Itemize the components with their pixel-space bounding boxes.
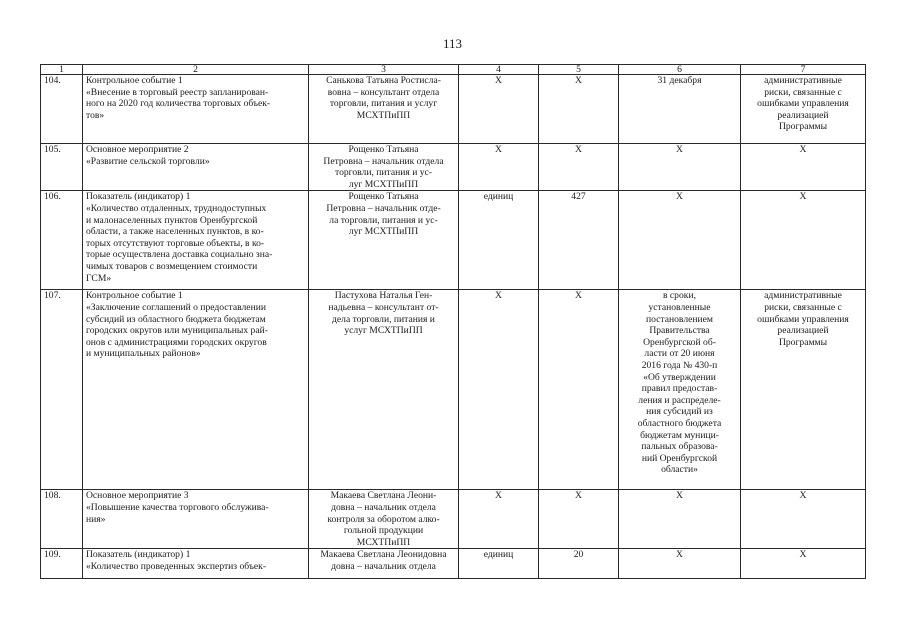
responsible-person-cell bbox=[309, 490, 459, 549]
activity-name-cell bbox=[83, 75, 309, 144]
cell-text-line: МСХТПиПП bbox=[356, 536, 411, 548]
cell-text-line: области» bbox=[661, 464, 698, 476]
cell-text-line: городских округов или муниципальных рай- bbox=[86, 325, 268, 337]
cell-text-line: 2016 года № 430-п bbox=[641, 359, 718, 371]
risks-cell bbox=[741, 490, 866, 549]
cell-text-line: тов» bbox=[86, 109, 105, 121]
cell-text-line: установленные bbox=[648, 301, 711, 313]
table-row bbox=[41, 191, 866, 290]
cell-text-line: Макаева Светлана Леонидовна bbox=[320, 549, 447, 561]
unit-cell: X bbox=[459, 144, 539, 191]
cell-text-line: довна – начальник отдела bbox=[331, 501, 436, 513]
program-table bbox=[40, 64, 866, 579]
row-number: 105. bbox=[41, 144, 83, 191]
cell-text-line: довна – начальник отдела bbox=[331, 560, 436, 572]
cell-text-line: ошибками управления bbox=[757, 313, 849, 325]
deadline-cell bbox=[619, 144, 741, 191]
cell-text-line: «Количество проведенных экспертиз объек- bbox=[86, 560, 267, 572]
cell-text-line: бюджетам муници- bbox=[640, 429, 719, 441]
risks-cell bbox=[741, 75, 866, 144]
cell-text-line: реализацией bbox=[777, 325, 829, 337]
cell-text-line: Контрольное событие 1 bbox=[86, 290, 183, 302]
responsible-person-cell bbox=[309, 549, 459, 579]
cell-text-line: субсидий из областного бюджета бюджетам bbox=[86, 313, 266, 325]
cell-text-line: услуг МСХТПиПП bbox=[344, 325, 423, 337]
row-number: 106. bbox=[41, 191, 83, 290]
cell-text-line: X bbox=[799, 549, 807, 561]
cell-text-line: X bbox=[799, 490, 807, 502]
cell-text-line: Петровна – начальник отде- bbox=[326, 202, 441, 214]
cell-text-line: надьевна – консультант от- bbox=[328, 301, 439, 313]
column-number-row bbox=[41, 65, 866, 75]
cell-text-line: Рощенко Татьяна bbox=[348, 191, 419, 203]
row-number: 107. bbox=[41, 290, 83, 490]
cell-text-line: области, а также населенных пунктов, в ко- bbox=[86, 226, 264, 238]
risks-cell bbox=[741, 549, 866, 579]
cell-text-line: Основное мероприятие 3 bbox=[86, 490, 189, 502]
cell-text-line: Показатель (индикатор) 1 bbox=[86, 549, 191, 561]
cell-text-line: и муниципальных районов» bbox=[86, 348, 201, 360]
column-number: 7 bbox=[741, 65, 866, 75]
cell-text-line: Основное мероприятие 2 bbox=[86, 144, 189, 155]
cell-text-line: чимых товаров с возмещением стоимости bbox=[86, 260, 258, 272]
deadline-cell bbox=[619, 549, 741, 579]
cell-text-line: в сроки, bbox=[663, 290, 696, 302]
cell-text-line: X bbox=[799, 191, 807, 203]
cell-text-line: ния субсидий из bbox=[646, 406, 713, 418]
cell-text-line: административные bbox=[764, 290, 842, 302]
cell-text-line: торые осуществлена доставка социально зна- bbox=[86, 249, 273, 261]
activity-name-cell bbox=[83, 191, 309, 290]
cell-text-line: риски, связанные с bbox=[764, 301, 842, 313]
cell-text-line: контроля за оборотом алко- bbox=[327, 513, 440, 525]
cell-text-line: риски, связанные с bbox=[764, 86, 842, 98]
risks-cell bbox=[741, 290, 866, 490]
page-number: 113 bbox=[442, 36, 463, 51]
activity-name-cell bbox=[83, 290, 309, 490]
row-number: 104. bbox=[41, 75, 83, 144]
value-cell: X bbox=[539, 75, 619, 144]
value-cell: 20 bbox=[539, 549, 619, 579]
row-number: 108. bbox=[41, 490, 83, 549]
cell-text-line: Петровна – начальник отдела bbox=[323, 155, 444, 167]
cell-text-line: торговли, питания и ус- bbox=[335, 167, 432, 179]
responsible-person-cell bbox=[309, 191, 459, 290]
cell-text-line: онов с администрациями городских округов bbox=[86, 336, 267, 348]
cell-text-line: гольной продукции bbox=[343, 525, 424, 537]
value-cell: X bbox=[539, 490, 619, 549]
cell-text-line: Программы bbox=[778, 121, 828, 133]
cell-text-line: Пастухова Наталья Ген- bbox=[334, 290, 433, 302]
table-row bbox=[41, 549, 866, 579]
responsible-person-cell bbox=[309, 290, 459, 490]
column-number: 3 bbox=[309, 65, 459, 75]
cell-text-line: постановлением bbox=[646, 313, 713, 325]
cell-text-line: вовна – консультант отдела bbox=[327, 86, 440, 98]
cell-text-line: Рощенко Татьяна bbox=[348, 144, 419, 155]
column-number: 6 bbox=[619, 65, 741, 75]
deadline-cell bbox=[619, 490, 741, 549]
row-number: 109. bbox=[41, 549, 83, 579]
cell-text-line: правил предостав- bbox=[641, 383, 718, 395]
responsible-person-cell bbox=[309, 75, 459, 144]
value-cell: X bbox=[539, 290, 619, 490]
cell-text-line: «Заключение соглашений о предоставлении bbox=[86, 301, 266, 313]
cell-text-line: ний Оренбургской bbox=[641, 452, 718, 464]
unit-cell: X bbox=[459, 290, 539, 490]
risks-cell bbox=[741, 191, 866, 290]
cell-text-line: ления и распределе- bbox=[638, 394, 721, 406]
cell-text-line: ласти от 20 июня bbox=[644, 348, 715, 360]
deadline-cell bbox=[619, 290, 741, 490]
cell-text-line: «Об утверждении bbox=[643, 371, 716, 383]
cell-text-line: ла торговли, питания и ус- bbox=[329, 214, 438, 226]
cell-text-line: X bbox=[676, 490, 683, 502]
column-number: 4 bbox=[459, 65, 539, 75]
cell-text-line: луг МСХТПиПП bbox=[348, 178, 419, 190]
column-number: 2 bbox=[83, 65, 309, 75]
activity-name-cell bbox=[83, 144, 309, 191]
cell-text-line: Контрольное событие 1 bbox=[86, 75, 183, 86]
cell-text-line: Санькова Татьяна Ростисла- bbox=[326, 75, 441, 86]
unit-cell: X bbox=[459, 75, 539, 144]
unit-cell: единиц bbox=[459, 549, 539, 579]
value-cell: X bbox=[539, 144, 619, 191]
cell-text-line: ошибками управления bbox=[757, 98, 849, 110]
deadline-cell bbox=[619, 75, 741, 144]
cell-text-line: «Внесение в торговый реестр запланирован- bbox=[86, 86, 269, 98]
cell-text-line: X bbox=[676, 549, 683, 561]
cell-text-line: дела торговли, питания и bbox=[332, 313, 435, 325]
cell-text-line: торговли, питания и услуг bbox=[329, 98, 438, 110]
cell-text-line: 31 декабря bbox=[657, 75, 702, 86]
cell-text-line: МСХТПиПП bbox=[356, 109, 411, 121]
cell-text-line: луг МСХТПиПП bbox=[348, 226, 419, 238]
cell-text-line: Правительства bbox=[649, 325, 710, 337]
unit-cell: единиц bbox=[459, 191, 539, 290]
responsible-person-cell bbox=[309, 144, 459, 191]
table-row bbox=[41, 144, 866, 191]
value-cell: 427 bbox=[539, 191, 619, 290]
cell-text-line: областного бюджета bbox=[637, 417, 722, 429]
unit-cell: X bbox=[459, 490, 539, 549]
table-row bbox=[41, 490, 866, 549]
cell-text-line: пальных образова- bbox=[641, 441, 718, 453]
cell-text-line: ного на 2020 год количества торговых объек- bbox=[86, 98, 271, 110]
cell-text-line: административные bbox=[764, 75, 842, 86]
cell-text-line: X bbox=[676, 191, 683, 203]
deadline-cell bbox=[619, 191, 741, 290]
cell-text-line: Показатель (индикатор) 1 bbox=[86, 191, 191, 203]
activity-name-cell bbox=[83, 490, 309, 549]
cell-text-line: «Развитие сельской торговли» bbox=[86, 155, 210, 167]
cell-text-line: Программы bbox=[778, 336, 828, 348]
cell-text-line: X bbox=[799, 144, 807, 155]
cell-text-line: X bbox=[676, 144, 683, 155]
column-number: 5 bbox=[539, 65, 619, 75]
table-row bbox=[41, 290, 866, 490]
cell-text-line: Оренбургской об- bbox=[643, 336, 716, 348]
cell-text-line: Макаева Светлана Леони- bbox=[330, 490, 437, 502]
cell-text-line: «Повышение качества торгового обслужива- bbox=[86, 501, 269, 513]
cell-text-line: реализацией bbox=[777, 109, 829, 121]
activity-name-cell bbox=[83, 549, 309, 579]
table-row bbox=[41, 75, 866, 144]
cell-text-line: «Количество отдаленных, труднодоступных bbox=[86, 202, 267, 214]
risks-cell bbox=[741, 144, 866, 191]
cell-text-line: ГСМ» bbox=[86, 272, 112, 284]
cell-text-line: ния» bbox=[86, 513, 106, 525]
cell-text-line: торых отсутствуют торговые объекты, в ко- bbox=[86, 237, 265, 249]
cell-text-line: и малонаселенных пунктов Оренбургской bbox=[86, 214, 258, 226]
column-number: 1 bbox=[41, 65, 83, 75]
